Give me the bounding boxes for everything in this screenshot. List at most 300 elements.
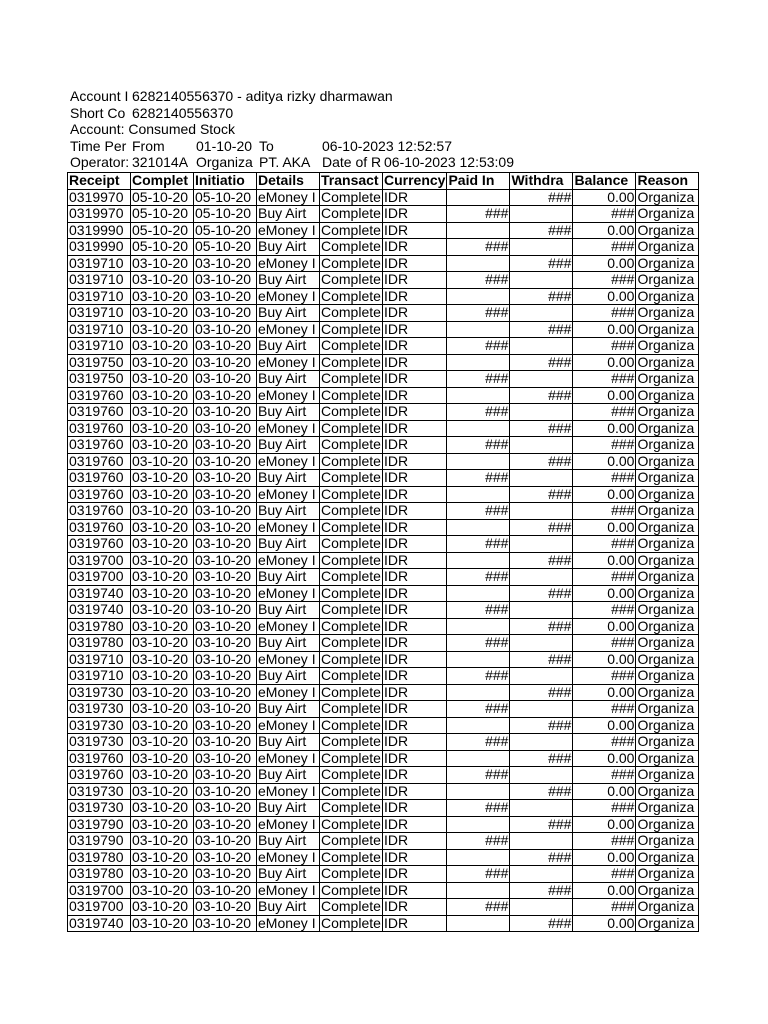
- cell-withdrawn: [510, 800, 573, 817]
- cell-currency: IDR: [383, 585, 447, 602]
- cell-paid-in: ###: [447, 272, 510, 289]
- cell-balance: 0.00: [573, 255, 636, 272]
- cell-currency: IDR: [383, 239, 447, 256]
- cell-completion-time: 03-10-20: [131, 800, 194, 817]
- cell-reason: Organiza: [636, 404, 699, 421]
- cell-completion-time: 03-10-20: [131, 701, 194, 718]
- cell-completion-time: 03-10-20: [131, 668, 194, 685]
- cell-reason: Organiza: [636, 486, 699, 503]
- cell-paid-in: ###: [447, 371, 510, 388]
- cell-balance: 0.00: [573, 519, 636, 536]
- cell-paid-in: ###: [447, 206, 510, 223]
- cell-currency: IDR: [383, 255, 447, 272]
- cell-transaction-status: Complete: [321, 271, 381, 288]
- cell-paid-in: [447, 585, 510, 602]
- cell-balance: 0.00: [573, 486, 636, 503]
- cell-balance: ###: [573, 338, 636, 355]
- cell-reason: Organiza: [636, 750, 699, 767]
- cell-transaction-status: Complete: [321, 337, 381, 354]
- cell-withdrawn: [510, 668, 573, 685]
- cell-currency: IDR: [383, 899, 447, 916]
- cell-initiation-time: 03-10-20: [194, 288, 257, 305]
- cell-balance: 0.00: [573, 816, 636, 833]
- cell-balance: ###: [573, 866, 636, 883]
- date-of-report-value: 06-10-2023 12:53:09: [384, 154, 514, 170]
- cell-completion-time: 03-10-20: [131, 833, 194, 850]
- cell-withdrawn: ###: [510, 255, 573, 272]
- cell-withdrawn: [510, 734, 573, 751]
- cell-balance: 0.00: [573, 717, 636, 734]
- cell-initiation-time: 03-10-20: [194, 420, 257, 437]
- cell-currency: IDR: [383, 437, 447, 454]
- cell-receipt: 0319730: [68, 717, 131, 734]
- cell-details: Buy Airt: [257, 701, 320, 718]
- cell-paid-in: [447, 882, 510, 899]
- cell-details: eMoney I: [257, 750, 320, 767]
- cell-transaction-status: Complete: [321, 667, 381, 684]
- cell-currency: IDR: [383, 404, 447, 421]
- cell-currency: IDR: [383, 915, 447, 932]
- cell-currency: IDR: [383, 354, 447, 371]
- cell-paid-in: ###: [447, 668, 510, 685]
- cell-withdrawn: [510, 272, 573, 289]
- cell-reason: Organiza: [636, 569, 699, 586]
- cell-withdrawn: [510, 536, 573, 553]
- cell-initiation-time: 03-10-20: [194, 668, 257, 685]
- cell-withdrawn: ###: [510, 189, 573, 206]
- cell-balance: ###: [573, 734, 636, 751]
- cell-transaction-status: Complete: [321, 321, 381, 337]
- cell-details: Buy Airt: [257, 866, 320, 883]
- cell-details: eMoney I: [257, 783, 320, 800]
- cell-reason: Organiza: [636, 453, 699, 470]
- cell-reason: Organiza: [636, 437, 699, 454]
- cell-details: eMoney I: [257, 882, 320, 899]
- cell-currency: IDR: [383, 288, 447, 305]
- cell-balance: ###: [573, 833, 636, 850]
- cell-balance: 0.00: [573, 453, 636, 470]
- cell-withdrawn: [510, 305, 573, 322]
- cell-transaction-status: Complete: [321, 750, 381, 766]
- cell-withdrawn: ###: [510, 420, 573, 437]
- cell-completion-time: 03-10-20: [131, 437, 194, 454]
- cell-withdrawn: [510, 239, 573, 256]
- cell-transaction-status: Complete: [321, 915, 381, 931]
- table-row: [68, 354, 699, 371]
- cell-currency: IDR: [383, 734, 447, 751]
- table-row: [68, 833, 699, 850]
- cell-transaction-status: Complete: [321, 436, 381, 453]
- account-type: Account: Consumed Stock: [70, 121, 235, 137]
- cell-transaction-status: Complete: [321, 684, 381, 700]
- cell-receipt: 0319780: [68, 866, 131, 883]
- cell-withdrawn: ###: [510, 321, 573, 338]
- cell-details: eMoney I: [257, 585, 320, 602]
- table-row: [68, 387, 699, 404]
- cell-reason: Organiza: [636, 585, 699, 602]
- organization-label: Organiza: [196, 154, 253, 170]
- table-row: [68, 717, 699, 734]
- table-row: [68, 767, 699, 784]
- table-row: [68, 503, 699, 520]
- cell-reason: Organiza: [636, 767, 699, 784]
- cell-paid-in: ###: [447, 437, 510, 454]
- table-row: [68, 536, 699, 553]
- cell-paid-in: ###: [447, 404, 510, 421]
- cell-balance: ###: [573, 503, 636, 520]
- cell-receipt: 0319740: [68, 915, 131, 932]
- cell-transaction-status: Complete: [321, 766, 381, 783]
- to-label: To: [259, 138, 274, 154]
- table-row: [68, 288, 699, 305]
- cell-paid-in: [447, 684, 510, 701]
- cell-initiation-time: 05-10-20: [194, 189, 257, 206]
- cell-completion-time: 03-10-20: [131, 734, 194, 751]
- cell-completion-time: 03-10-20: [131, 635, 194, 652]
- cell-withdrawn: ###: [510, 453, 573, 470]
- cell-paid-in: ###: [447, 239, 510, 256]
- cell-transaction-status: Complete: [321, 865, 381, 882]
- cell-withdrawn: [510, 899, 573, 916]
- short-code-label: Short Co: [70, 105, 126, 121]
- cell-withdrawn: ###: [510, 552, 573, 569]
- cell-transaction-status: Complete: [321, 255, 381, 271]
- cell-reason: Organiza: [636, 321, 699, 338]
- cell-details: Buy Airt: [257, 437, 320, 454]
- column-header-transaction-status: Transact: [320, 173, 383, 190]
- cell-balance: 0.00: [573, 684, 636, 701]
- cell-paid-in: [447, 354, 510, 371]
- cell-details: eMoney I: [257, 387, 320, 404]
- cell-currency: IDR: [383, 668, 447, 685]
- cell-withdrawn: ###: [510, 783, 573, 800]
- cell-receipt: 0319730: [68, 734, 131, 751]
- table-row: [68, 404, 699, 421]
- cell-withdrawn: [510, 602, 573, 619]
- cell-receipt: 0319760: [68, 503, 131, 520]
- table-row: [68, 849, 699, 866]
- cell-completion-time: 03-10-20: [131, 717, 194, 734]
- cell-details: eMoney I: [257, 189, 320, 206]
- table-row: [68, 783, 699, 800]
- cell-currency: IDR: [383, 800, 447, 817]
- cell-transaction-status: Complete: [321, 189, 381, 205]
- cell-currency: IDR: [383, 701, 447, 718]
- cell-currency: IDR: [383, 569, 447, 586]
- cell-initiation-time: 03-10-20: [194, 552, 257, 569]
- cell-paid-in: ###: [447, 536, 510, 553]
- cell-currency: IDR: [383, 321, 447, 338]
- cell-balance: ###: [573, 602, 636, 619]
- cell-details: eMoney I: [257, 849, 320, 866]
- cell-reason: Organiza: [636, 602, 699, 619]
- cell-balance: 0.00: [573, 849, 636, 866]
- cell-initiation-time: 03-10-20: [194, 915, 257, 932]
- cell-transaction-status: Complete: [321, 304, 381, 321]
- cell-transaction-status: Complete: [321, 420, 381, 436]
- table-row: [68, 470, 699, 487]
- cell-reason: Organiza: [636, 354, 699, 371]
- table-row: [68, 437, 699, 454]
- table-row: [68, 305, 699, 322]
- cell-reason: Organiza: [636, 849, 699, 866]
- cell-balance: ###: [573, 536, 636, 553]
- cell-currency: IDR: [383, 503, 447, 520]
- cell-balance: 0.00: [573, 387, 636, 404]
- cell-initiation-time: 03-10-20: [194, 338, 257, 355]
- cell-receipt: 0319790: [68, 833, 131, 850]
- operator-value: 321014A: [132, 154, 189, 170]
- cell-reason: Organiza: [636, 833, 699, 850]
- cell-receipt: 0319730: [68, 684, 131, 701]
- cell-initiation-time: 03-10-20: [194, 651, 257, 668]
- cell-paid-in: [447, 783, 510, 800]
- cell-completion-time: 05-10-20: [131, 239, 194, 256]
- cell-details: Buy Airt: [257, 899, 320, 916]
- cell-receipt: 0319730: [68, 783, 131, 800]
- table-row: [68, 668, 699, 685]
- time-period-label: Time Per: [70, 138, 127, 154]
- cell-reason: Organiza: [636, 503, 699, 520]
- cell-transaction-status: Complete: [321, 222, 381, 238]
- cell-paid-in: ###: [447, 800, 510, 817]
- cell-reason: Organiza: [636, 651, 699, 668]
- cell-currency: IDR: [383, 552, 447, 569]
- cell-completion-time: 03-10-20: [131, 255, 194, 272]
- cell-balance: 0.00: [573, 915, 636, 932]
- cell-initiation-time: 03-10-20: [194, 453, 257, 470]
- cell-currency: IDR: [383, 387, 447, 404]
- cell-paid-in: [447, 189, 510, 206]
- cell-paid-in: [447, 750, 510, 767]
- cell-initiation-time: 05-10-20: [194, 206, 257, 223]
- table-row: [68, 420, 699, 437]
- cell-initiation-time: 03-10-20: [194, 503, 257, 520]
- cell-withdrawn: [510, 437, 573, 454]
- table-row: [68, 899, 699, 916]
- table-row: [68, 569, 699, 586]
- cell-transaction-status: Complete: [321, 733, 381, 750]
- cell-currency: IDR: [383, 272, 447, 289]
- cell-withdrawn: ###: [510, 882, 573, 899]
- cell-details: Buy Airt: [257, 305, 320, 322]
- cell-details: Buy Airt: [257, 338, 320, 355]
- cell-paid-in: ###: [447, 866, 510, 883]
- cell-details: Buy Airt: [257, 239, 320, 256]
- cell-completion-time: 03-10-20: [131, 453, 194, 470]
- cell-completion-time: 05-10-20: [131, 222, 194, 239]
- cell-details: Buy Airt: [257, 206, 320, 223]
- cell-initiation-time: 03-10-20: [194, 387, 257, 404]
- cell-details: eMoney I: [257, 222, 320, 239]
- cell-reason: Organiza: [636, 899, 699, 916]
- cell-receipt: 0319970: [68, 206, 131, 223]
- cell-receipt: 0319730: [68, 800, 131, 817]
- cell-initiation-time: 03-10-20: [194, 866, 257, 883]
- cell-paid-in: [447, 618, 510, 635]
- cell-initiation-time: 03-10-20: [194, 569, 257, 586]
- cell-details: eMoney I: [257, 288, 320, 305]
- cell-transaction-status: Complete: [321, 651, 381, 667]
- table-row: [68, 371, 699, 388]
- cell-paid-in: [447, 387, 510, 404]
- cell-currency: IDR: [383, 750, 447, 767]
- cell-reason: Organiza: [636, 470, 699, 487]
- cell-receipt: 0319760: [68, 767, 131, 784]
- cell-transaction-status: Complete: [321, 585, 381, 601]
- cell-transaction-status: Complete: [321, 288, 381, 304]
- cell-reason: Organiza: [636, 305, 699, 322]
- column-header-balance: Balance: [573, 173, 636, 190]
- cell-details: eMoney I: [257, 651, 320, 668]
- cell-completion-time: 03-10-20: [131, 849, 194, 866]
- cell-currency: IDR: [383, 305, 447, 322]
- cell-initiation-time: 03-10-20: [194, 899, 257, 916]
- cell-transaction-status: Complete: [321, 238, 381, 255]
- cell-paid-in: ###: [447, 767, 510, 784]
- cell-completion-time: 03-10-20: [131, 585, 194, 602]
- cell-completion-time: 03-10-20: [131, 767, 194, 784]
- cell-details: Buy Airt: [257, 767, 320, 784]
- cell-withdrawn: ###: [510, 849, 573, 866]
- cell-withdrawn: [510, 404, 573, 421]
- cell-reason: Organiza: [636, 800, 699, 817]
- cell-paid-in: [447, 288, 510, 305]
- cell-completion-time: 03-10-20: [131, 536, 194, 553]
- cell-currency: IDR: [383, 602, 447, 619]
- column-header-paid-in: Paid In: [447, 173, 510, 190]
- cell-currency: IDR: [383, 816, 447, 833]
- cell-receipt: 0319710: [68, 255, 131, 272]
- cell-receipt: 0319700: [68, 899, 131, 916]
- cell-paid-in: [447, 717, 510, 734]
- column-header-withdrawn: Withdra: [510, 173, 573, 190]
- cell-completion-time: 03-10-20: [131, 288, 194, 305]
- cell-reason: Organiza: [636, 618, 699, 635]
- cell-balance: 0.00: [573, 882, 636, 899]
- table-row: [68, 255, 699, 272]
- table-row: [68, 684, 699, 701]
- cell-balance: 0.00: [573, 651, 636, 668]
- cell-withdrawn: [510, 206, 573, 223]
- cell-completion-time: 03-10-20: [131, 602, 194, 619]
- cell-receipt: 0319990: [68, 222, 131, 239]
- column-header-initiation: Initiatio: [194, 173, 257, 190]
- cell-completion-time: 03-10-20: [131, 486, 194, 503]
- cell-details: eMoney I: [257, 255, 320, 272]
- cell-transaction-status: Complete: [321, 783, 381, 799]
- cell-withdrawn: ###: [510, 816, 573, 833]
- from-label: From: [132, 138, 165, 154]
- cell-receipt: 0319710: [68, 272, 131, 289]
- cell-balance: 0.00: [573, 321, 636, 338]
- cell-completion-time: 03-10-20: [131, 470, 194, 487]
- cell-details: eMoney I: [257, 915, 320, 932]
- cell-paid-in: [447, 849, 510, 866]
- cell-details: eMoney I: [257, 453, 320, 470]
- cell-completion-time: 03-10-20: [131, 371, 194, 388]
- cell-reason: Organiza: [636, 734, 699, 751]
- cell-withdrawn: [510, 503, 573, 520]
- cell-completion-time: 03-10-20: [131, 569, 194, 586]
- cell-transaction-status: Complete: [321, 799, 381, 816]
- cell-details: eMoney I: [257, 618, 320, 635]
- cell-details: Buy Airt: [257, 503, 320, 520]
- cell-withdrawn: ###: [510, 684, 573, 701]
- cell-details: eMoney I: [257, 486, 320, 503]
- cell-balance: ###: [573, 371, 636, 388]
- cell-reason: Organiza: [636, 519, 699, 536]
- cell-details: Buy Airt: [257, 470, 320, 487]
- table-row: [68, 338, 699, 355]
- cell-paid-in: [447, 222, 510, 239]
- cell-receipt: 0319710: [68, 668, 131, 685]
- cell-balance: 0.00: [573, 783, 636, 800]
- table-row: [68, 618, 699, 635]
- cell-completion-time: 03-10-20: [131, 503, 194, 520]
- cell-completion-time: 03-10-20: [131, 519, 194, 536]
- cell-initiation-time: 03-10-20: [194, 404, 257, 421]
- cell-balance: 0.00: [573, 585, 636, 602]
- cell-receipt: 0319790: [68, 816, 131, 833]
- cell-receipt: 0319970: [68, 189, 131, 206]
- cell-completion-time: 03-10-20: [131, 750, 194, 767]
- cell-initiation-time: 03-10-20: [194, 717, 257, 734]
- cell-withdrawn: [510, 371, 573, 388]
- cell-currency: IDR: [383, 882, 447, 899]
- cell-paid-in: ###: [447, 899, 510, 916]
- cell-initiation-time: 03-10-20: [194, 734, 257, 751]
- cell-details: eMoney I: [257, 552, 320, 569]
- table-row: [68, 734, 699, 751]
- cell-completion-time: 03-10-20: [131, 404, 194, 421]
- table-row: [68, 585, 699, 602]
- cell-initiation-time: 03-10-20: [194, 833, 257, 850]
- cell-reason: Organiza: [636, 915, 699, 932]
- cell-receipt: 0319760: [68, 404, 131, 421]
- date-of-report-label: Date of R: [322, 154, 382, 170]
- cell-initiation-time: 03-10-20: [194, 519, 257, 536]
- cell-balance: 0.00: [573, 354, 636, 371]
- cell-initiation-time: 03-10-20: [194, 371, 257, 388]
- cell-details: Buy Airt: [257, 734, 320, 751]
- cell-currency: IDR: [383, 519, 447, 536]
- cell-receipt: 0319760: [68, 486, 131, 503]
- from-value: 01-10-20: [196, 138, 253, 154]
- cell-withdrawn: [510, 866, 573, 883]
- cell-details: Buy Airt: [257, 536, 320, 553]
- cell-completion-time: 03-10-20: [131, 420, 194, 437]
- cell-details: Buy Airt: [257, 800, 320, 817]
- cell-balance: ###: [573, 272, 636, 289]
- cell-receipt: 0319700: [68, 569, 131, 586]
- cell-completion-time: 03-10-20: [131, 272, 194, 289]
- cell-details: Buy Airt: [257, 371, 320, 388]
- table-row: [68, 519, 699, 536]
- cell-balance: 0.00: [573, 288, 636, 305]
- cell-completion-time: 03-10-20: [131, 783, 194, 800]
- cell-withdrawn: ###: [510, 222, 573, 239]
- cell-transaction-status: Complete: [321, 700, 381, 717]
- table-row: [68, 651, 699, 668]
- cell-paid-in: ###: [447, 734, 510, 751]
- cell-reason: Organiza: [636, 701, 699, 718]
- cell-initiation-time: 05-10-20: [194, 239, 257, 256]
- cell-withdrawn: [510, 338, 573, 355]
- cell-paid-in: ###: [447, 635, 510, 652]
- transactions-table: [67, 172, 699, 932]
- cell-receipt: 0319710: [68, 338, 131, 355]
